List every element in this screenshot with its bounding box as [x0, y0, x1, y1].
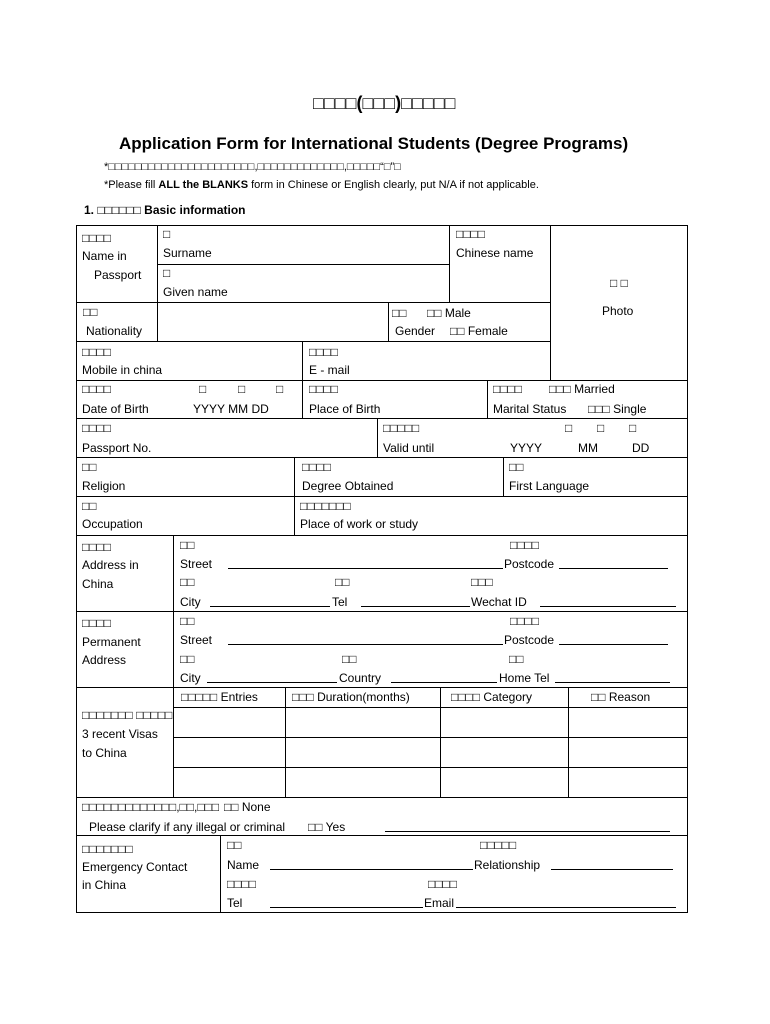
given-name-label-cn: □ [163, 266, 171, 280]
address-perm-label-en: Permanent [82, 635, 141, 649]
language-label-cn: □□ [509, 460, 524, 474]
title-en: Application Form for International Students (Degree Programs) [119, 134, 629, 153]
china-postcode-field[interactable]: Postcode [504, 557, 555, 571]
address-perm-label-en2: Address [82, 653, 127, 667]
religion-label-cn: □□ [82, 460, 97, 474]
gender-label-cn: □□ [392, 306, 407, 320]
valid-year-cn: □ [565, 421, 573, 435]
china-postcode-label-cn: □□□□ [510, 538, 539, 552]
visa-cell[interactable] [287, 709, 439, 736]
visa-cell[interactable] [570, 709, 686, 736]
perm-postcode-field[interactable]: Postcode [504, 633, 555, 647]
gender-male-checkbox[interactable]: □□ Male [427, 306, 471, 320]
religion-field[interactable]: Religion [82, 479, 126, 493]
email-label-cn: □□□□ [309, 345, 338, 359]
chinese-name-label-cn: □□□□ [456, 227, 485, 241]
visa-cell[interactable] [175, 769, 284, 796]
china-tel-field[interactable]: Tel [332, 595, 348, 609]
china-wechat-field[interactable]: Wechat ID [471, 595, 527, 609]
mobile-field[interactable]: Mobile in china [82, 363, 163, 377]
marital-label-cn: □□□□ [493, 382, 522, 396]
name-label-en2: Passport [94, 268, 142, 282]
title-cn: □□□□(□□□)□□□□□ [313, 93, 456, 113]
surname-field[interactable]: Surname [163, 246, 212, 260]
visa-cell[interactable] [175, 709, 284, 736]
china-city-field[interactable]: City [180, 595, 201, 609]
dob-year-cn: □ [199, 382, 207, 396]
valid-label-cn: □□□□□ [383, 421, 420, 435]
china-wechat-label-cn: □□□ [471, 575, 493, 589]
valid-year[interactable]: YYYY [510, 441, 543, 455]
criminal-label-cn: □□□□□□□□□□□□□,□□,□□□ [82, 800, 220, 814]
pob-label-cn: □□□□ [309, 382, 338, 396]
emergency-tel-label-cn: □□□□ [227, 877, 256, 891]
address-china-label-en: Address in [82, 558, 139, 572]
perm-postcode-label-cn: □□□□ [510, 614, 539, 628]
valid-label-en: Valid until [383, 441, 435, 455]
china-tel-label-cn: □□ [335, 575, 350, 589]
dob-label-en: Date of Birth [82, 402, 149, 416]
criminal-label-en: Please clarify if any illegal or criminal [89, 820, 286, 834]
chinese-name-field[interactable]: Chinese name [456, 246, 534, 260]
emergency-relationship-label-cn: □□□□□ [480, 838, 517, 852]
language-field[interactable]: First Language [509, 479, 590, 493]
visa-col-category: □□□□ Category [451, 690, 533, 704]
address-perm-label-cn: □□□□ [82, 616, 111, 630]
emergency-email-label-cn: □□□□ [428, 877, 457, 891]
valid-day-cn: □ [629, 421, 637, 435]
perm-country-label-cn: □□ [342, 652, 357, 666]
pob-field[interactable]: Place of Birth [309, 402, 381, 416]
emergency-label-en2: in China [82, 878, 127, 892]
visa-cell[interactable] [570, 769, 686, 796]
mobile-label-cn: □□□□ [82, 345, 111, 359]
surname-label-cn: □ [163, 227, 171, 241]
given-name-field[interactable]: Given name [163, 285, 228, 299]
photo-label-cn: □ □ [610, 276, 628, 290]
photo-box[interactable]: Photo [602, 304, 634, 318]
perm-country-field[interactable]: Country [339, 671, 382, 685]
visas-label-en: 3 recent Visas [82, 727, 158, 741]
nationality-label-en: Nationality [86, 324, 143, 338]
china-street-label-cn: □□ [180, 538, 195, 552]
emergency-label-en: Emergency Contact [82, 860, 188, 874]
degree-field[interactable]: Degree Obtained [302, 479, 394, 493]
china-city-label-cn: □□ [180, 575, 195, 589]
address-china-label-en2: China [82, 577, 114, 591]
workplace-label-cn: □□□□□□□ [300, 499, 351, 513]
visa-cell[interactable] [442, 709, 567, 736]
occupation-label-cn: □□ [82, 499, 97, 513]
criminal-details-field[interactable] [385, 818, 670, 832]
perm-street-label-cn: □□ [180, 614, 195, 628]
dob-label-cn: □□□□ [82, 382, 111, 396]
valid-month-cn: □ [597, 421, 605, 435]
gender-female-checkbox[interactable]: □□ Female [450, 324, 508, 338]
visa-col-reason: □□ Reason [591, 690, 651, 704]
note-en: *Please fill ALL the BLANKS form in Chinese or English clearly, put N/A if not applicable. [104, 179, 539, 191]
section-basic-info: 1. □□□□□□ Basic information [84, 203, 246, 217]
perm-hometel-field[interactable]: Home Tel [499, 671, 550, 685]
dob-month-cn: □ [238, 382, 246, 396]
occupation-field[interactable]: Occupation [82, 517, 143, 531]
visas-label-cn: □□□□□□□ □□□□□ [82, 708, 173, 722]
dob-field[interactable]: YYYY MM DD [193, 402, 269, 416]
name-label-cn: □□□□ [82, 231, 111, 245]
emergency-email-field[interactable]: Email [424, 896, 455, 910]
passport-label-cn: □□□□ [82, 421, 111, 435]
degree-label-cn: □□□□ [302, 460, 331, 474]
visas-label-en2: to China [82, 746, 127, 760]
marital-label-en: Marital Status [493, 402, 567, 416]
note-cn: *□□□□□□□□□□□□□□□□□□□□□□,□□□□□□□□□□□□□,□□□□□“□”□ [104, 161, 401, 173]
criminal-none-checkbox[interactable]: □□ None [224, 800, 271, 814]
email-field[interactable]: E - mail [309, 363, 350, 377]
perm-street-field[interactable]: Street [180, 633, 213, 647]
dob-day-cn: □ [276, 382, 284, 396]
visa-cell[interactable] [287, 739, 439, 766]
perm-city-label-cn: □□ [180, 652, 195, 666]
valid-day[interactable]: DD [632, 441, 650, 455]
visa-cell[interactable] [442, 769, 567, 796]
emergency-name-label-cn: □□ [227, 838, 242, 852]
passport-field[interactable]: Passport No. [82, 441, 152, 455]
criminal-yes-checkbox[interactable]: □□ Yes [308, 820, 346, 834]
visa-cell[interactable] [570, 739, 686, 766]
emergency-relationship-field[interactable]: Relationship [474, 858, 541, 872]
visa-cell[interactable] [442, 739, 567, 766]
marital-single-checkbox[interactable]: □□□ Single [588, 402, 647, 416]
perm-hometel-label-cn: □□ [509, 652, 524, 666]
nationality-label-cn: □□ [83, 305, 98, 319]
emergency-name-field[interactable]: Name [227, 858, 260, 872]
nationality-field[interactable] [160, 306, 385, 336]
visa-col-entries: □□□□□ Entries [181, 690, 258, 704]
visa-cell[interactable] [175, 739, 284, 766]
name-label-en: Name in [82, 249, 127, 263]
perm-city-field[interactable]: City [180, 671, 201, 685]
address-china-label-cn: □□□□ [82, 540, 111, 554]
marital-married-checkbox[interactable]: □□□ Married [549, 382, 615, 396]
workplace-field[interactable]: Place of work or study [300, 517, 419, 531]
valid-month[interactable]: MM [578, 441, 598, 455]
visa-cell[interactable] [287, 769, 439, 796]
visa-col-duration: □□□ Duration(months) [292, 690, 410, 704]
china-street-field[interactable]: Street [180, 557, 213, 571]
gender-label-en: Gender [395, 324, 436, 338]
emergency-label-cn: □□□□□□□ [82, 842, 133, 856]
emergency-tel-field[interactable]: Tel [227, 896, 243, 910]
